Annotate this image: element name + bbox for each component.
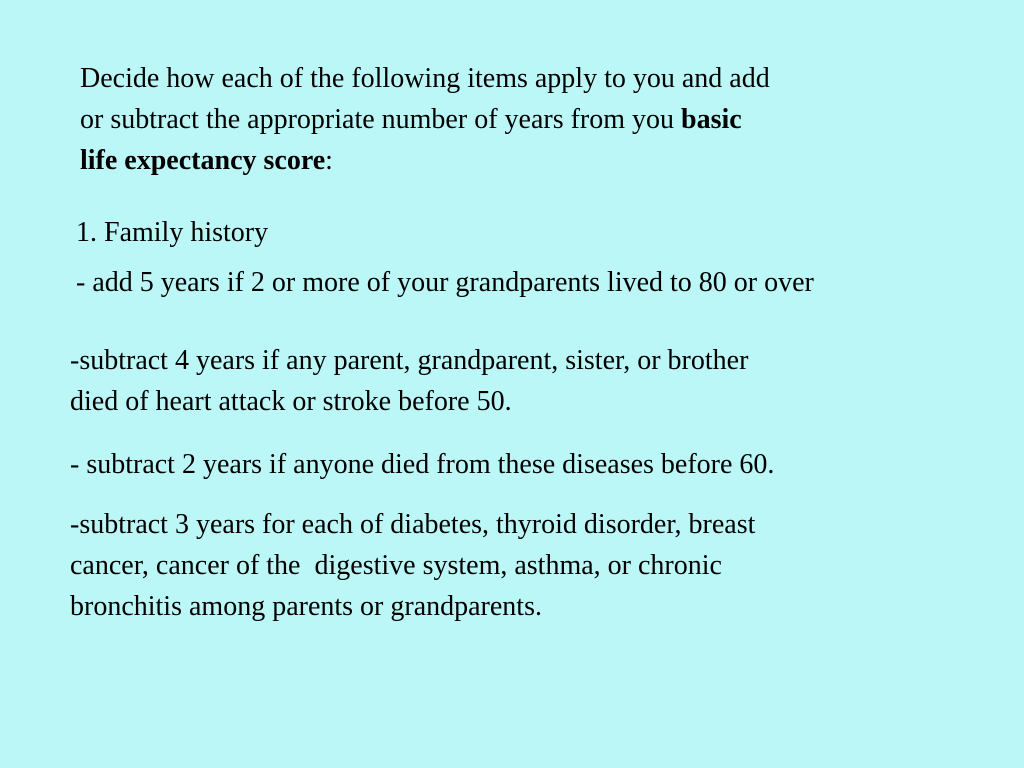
item-subtract-4-years-line-2: died of heart attack or stroke before 50. (70, 386, 512, 417)
section-heading: 1. Family history (76, 217, 269, 248)
item-subtract-3-years-line-1: -subtract 3 years for each of diabetes, thyroid disorder, breast (70, 509, 756, 540)
item-subtract-3-years-line-2: cancer, cancer of the digestive system, asthma, or chronic (70, 550, 722, 581)
item-add-5-years: - add 5 years if 2 or more of your grandparents lived to 80 or over (76, 267, 814, 298)
item-subtract-2-years: - subtract 2 years if anyone died from these diseases before 60. (70, 449, 775, 480)
intro-line-3-colon: : (325, 145, 333, 176)
intro-line-3 (80, 140, 960, 181)
item-subtract-4-years-line-1: -subtract 4 years if any parent, grandparent, sister, or brother (70, 345, 749, 376)
intro-bold-basic: basic (681, 104, 742, 135)
item-subtract-3-years-line-3: bronchitis among parents or grandparents. (70, 591, 542, 622)
item-subtract-4-years (70, 340, 748, 422)
intro-line-2 (80, 99, 960, 140)
intro-line-1: Decide how each of the following items apply to you and add (80, 63, 770, 94)
intro-bold-life-expectancy-score: life expectancy score (80, 145, 326, 176)
intro-paragraph (80, 58, 960, 181)
item-subtract-3-years (70, 504, 755, 627)
intro-line-2-text: or subtract the appropriate number of years from you (80, 104, 682, 135)
